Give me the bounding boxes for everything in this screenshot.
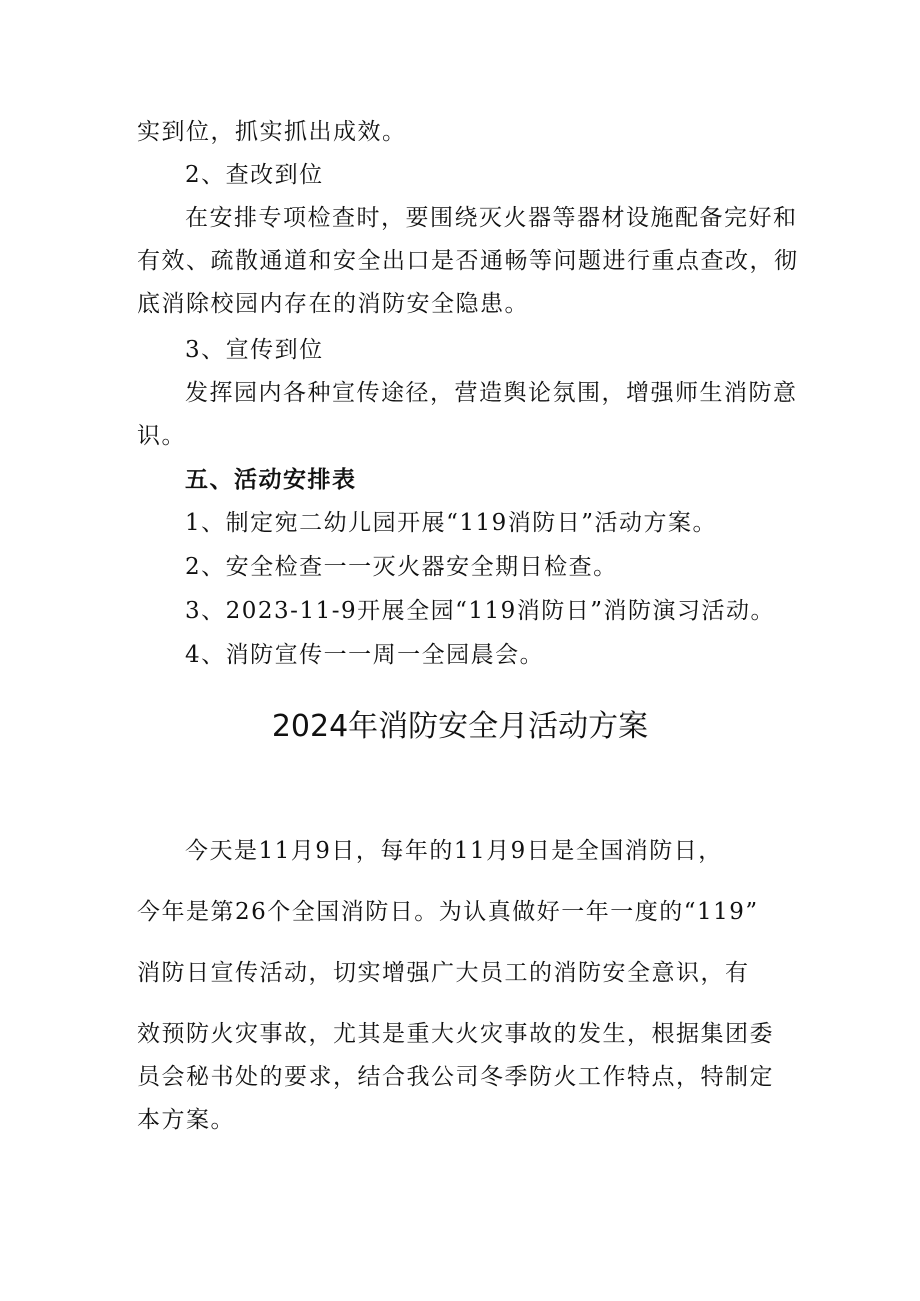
paragraph-line: 本方案。 xyxy=(137,1107,235,1133)
paragraph-line: 实到位，抓实抓出成效。 xyxy=(137,119,407,145)
section-heading: 五、活动安排表 xyxy=(185,466,357,493)
paragraph-line: 员会秘书处的要求，结合我公司冬季防火工作特点，特制定 xyxy=(137,1064,774,1090)
paragraph-line: 今年是第26个全国消防日。为认真做好一年一度的“119” xyxy=(137,899,759,925)
list-item: 2、安全检查一一灭火器安全期日检查。 xyxy=(185,554,618,580)
paragraph-line: 消防日宣传活动，切实增强广大员工的消防安全意识，有 xyxy=(137,960,750,986)
document-title: 2024年消防安全月活动方案 xyxy=(271,709,649,744)
paragraph-line: 效预防火灾事故，尤其是重大火灾事故的发生，根据集团委 xyxy=(137,1021,774,1047)
paragraph-line: 发挥园内各种宣传途径，营造舆论氛围，增强师生消防意 xyxy=(185,380,798,406)
list-item: 1、制定宛二幼儿园开展“119消防日”活动方案。 xyxy=(185,510,718,536)
list-item: 3、2023-11-9开展全园“119消防日”消防演习活动。 xyxy=(185,598,776,624)
paragraph-line: 有效、疏散通道和安全出口是否通畅等问题进行重点查改，彻 xyxy=(137,248,799,274)
paragraph-line: 底消除校园内存在的消防安全隐患。 xyxy=(137,291,529,317)
item-heading: 3、宣传到位 xyxy=(185,337,324,363)
paragraph-line: 识。 xyxy=(137,423,186,449)
item-heading: 2、查改到位 xyxy=(185,162,324,188)
list-item: 4、消防宣传一一周一全园晨会。 xyxy=(185,642,545,668)
paragraph-line: 在安排专项检查时，要围绕灭火器等器材设施配备完好和 xyxy=(185,205,798,231)
paragraph-line: 今天是11月9日，每年的11月9日是全国消防日， xyxy=(185,838,723,864)
